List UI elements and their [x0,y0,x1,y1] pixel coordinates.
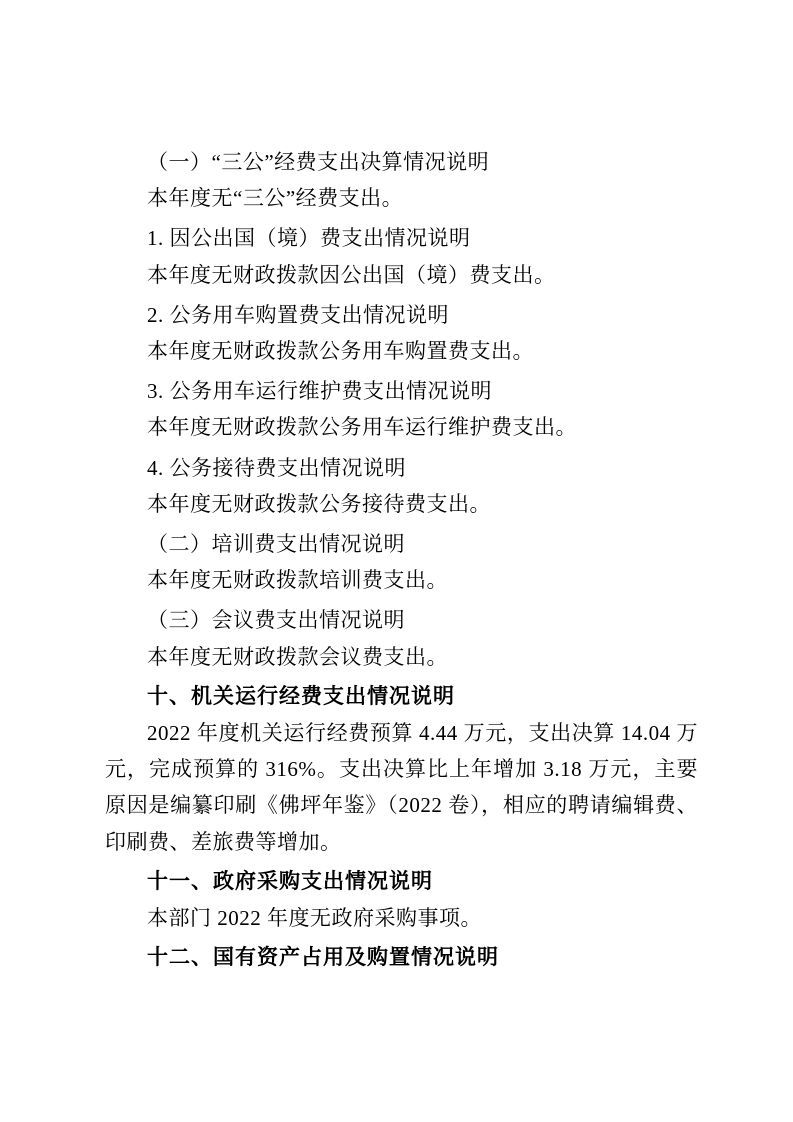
section-heading: 十、机关运行经费支出情况说明 [147,684,455,708]
section-heading: 十一、政府采购支出情况说明 [147,869,433,893]
paragraph: 本年度无财政拨款培训费支出。 [147,568,448,593]
paragraph: 本年度无财政拨款因公出国（境）费支出。 [147,262,556,287]
paragraph: 本年度无财政拨款公务用车运行维护费支出。 [147,415,577,440]
paragraph: 本年度无财政拨款会议费支出。 [147,644,448,669]
paragraph: 本部门 2022 年度无政府采购事项。 [147,906,482,931]
paragraph: 本年度无财政拨款公务用车购置费支出。 [147,339,534,364]
document-content [105,144,698,976]
paragraph: （一）“三公”经费支出决算情况说明 [147,150,490,174]
paragraph: 4. 公务接待费支出情况说明 [147,455,406,480]
paragraph: 2. 公务用车购置费支出情况说明 [147,302,449,327]
paragraph: 1. 因公出国（境）费支出情况说明 [147,226,471,251]
paragraph: 本年度无“三公”经费支出。 [147,186,404,211]
section-heading: 十二、国有资产占用及购置情况说明 [147,946,499,970]
paragraph: 3. 公务用车运行维护费支出情况说明 [147,379,492,404]
paragraph: （二）培训费支出情况说明 [147,532,405,557]
paragraph: （三）会议费支出情况说明 [147,608,405,633]
paragraph: 2022 年度机关运行经费预算 4.44 万元，支出决算 14.04 万元，完成预算的 316%。支出决算比上年增加 3.18 万元，主要原因是编纂印刷《佛坪年鉴》（2022 卷），相应的聘请编辑费、印刷费、差旅费等增加。 [105,721,698,854]
paragraph: 本年度无财政拨款公务接待费支出。 [147,491,491,516]
